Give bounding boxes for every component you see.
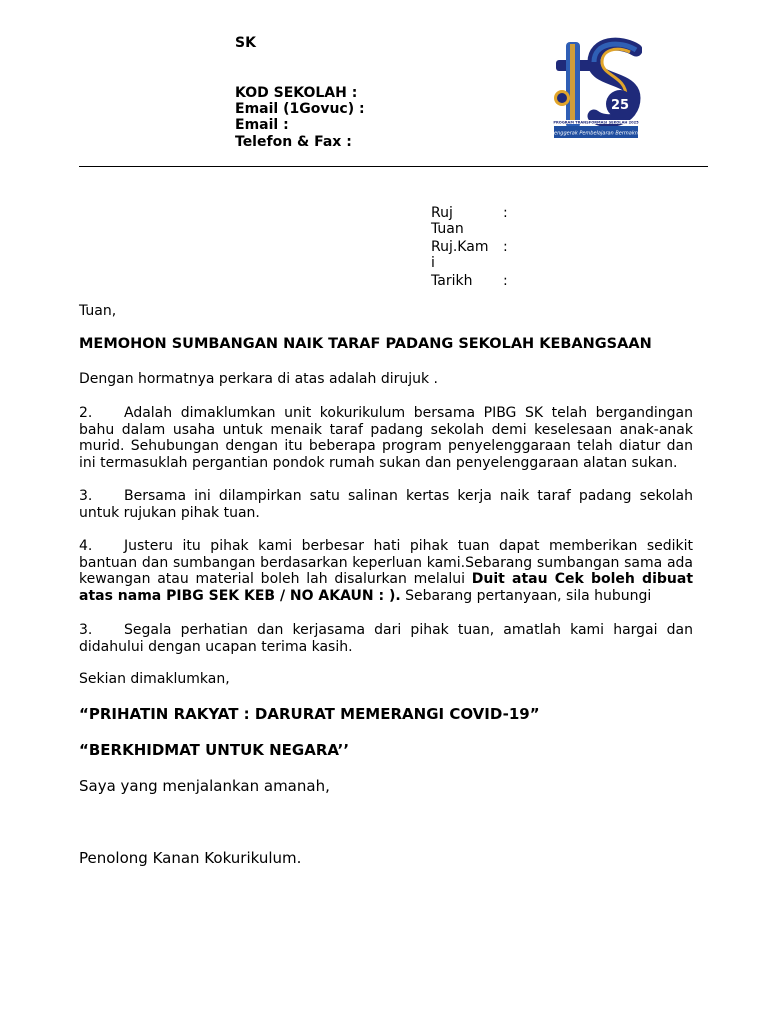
ruj-tuan-colon: : [503,205,508,221]
paragraph-5 [79,622,693,655]
intro-paragraph: Dengan hormatnya perkara di atas adalah dirujuk . [79,371,439,387]
svg-text:25: 25 [610,98,630,113]
paragraph-2-text: Adalah dimaklumkan unit kokurikulum bersama PIBG SK telah bergandingan bahu dalam usaha untuk menaik taraf padang sekolah demi keselesaan anak-anak murid. Sehubungan dengan itu beberapa program penyelenggaraan telah diatur dan ini termasuklah pergantian pondok rumah sukan dan penyelenggaraan alatan sukan. [79,405,693,471]
ts25-logo [550,36,642,140]
ruj-tuan-label-2: Tuan [431,221,464,237]
ruj-kami-label-2: i [431,255,435,271]
paragraph-4-contact: Sebarang pertanyaan, sila hubungi [400,587,652,604]
paragraph-3 [79,488,693,521]
paragraph-3-text: Bersama ini dilampirkan satu salinan kertas kerja naik taraf padang sekolah untuk rujukan pihak tuan. [79,488,693,521]
svg-text:Penggerak Pembelajaran Bermakn: Penggerak Pembelajaran Bermakna [551,130,641,137]
header-divider [79,166,708,167]
motto-berkhidmat: “BERKHIDMAT UNTUK NEGARA’’ [79,741,350,759]
paragraph-4-text: Justeru itu pihak kami berbesar hati pihak tuan dapat memberikan sedikit bantuan dan sumbangan berdasarkan keperluan kami.Sebarang sumbangan sama ada kewangan atau material boleh lah disalurkan melalui [79,538,693,587]
ruj-kami-label-1: Ruj.Kam [431,239,489,255]
tarikh-label: Tarikh [431,273,473,289]
paragraph-3-number: 3. [79,488,93,504]
letter-subject: MEMOHON SUMBANGAN NAIK TARAF PADANG SEKOLAH KEBANGSAAN [79,336,652,352]
telefon-fax-label: Telefon & Fax : [235,134,352,150]
signatory-position: Penolong Kanan Kokurikulum. [79,849,302,867]
ts25-logo-graphic [550,36,642,140]
payment-instruction: Duit atau Cek boleh dibuat atas nama PIBG SEK KEB / NO AKAUN : ). [79,571,694,604]
signoff-line: Saya yang menjalankan amanah, [79,777,330,795]
paragraph-4 [79,538,693,604]
paragraph-5-number: 3. [79,622,93,638]
school-name: SK [235,35,256,51]
paragraph-2 [79,405,693,471]
closing-line: Sekian dimaklumkan, [79,671,230,687]
salutation: Tuan, [79,303,117,319]
tarikh-colon: : [503,273,508,289]
email-label: Email : [235,117,289,133]
email-1govuc-label: Email (1Govuc) : [235,101,365,117]
ruj-kami-colon: : [503,239,508,255]
paragraph-4-number: 4. [79,538,93,554]
kod-sekolah-label: KOD SEKOLAH : [235,85,358,101]
ruj-tuan-label-1: Ruj [431,205,453,221]
paragraph-2-number: 2. [79,405,93,421]
paragraph-5-text: Segala perhatian dan kerjasama dari pihak tuan, amatlah kami hargai dan didahului dengan ucapan terima kasih. [79,622,693,655]
motto-covid: “PRIHATIN RAKYAT : DARURAT MEMERANGI COVID-19” [79,705,540,723]
svg-text:PROGRAM TRANSFORMASI SEKOLAH 2: PROGRAM TRANSFORMASI SEKOLAH 2025 [553,120,639,125]
